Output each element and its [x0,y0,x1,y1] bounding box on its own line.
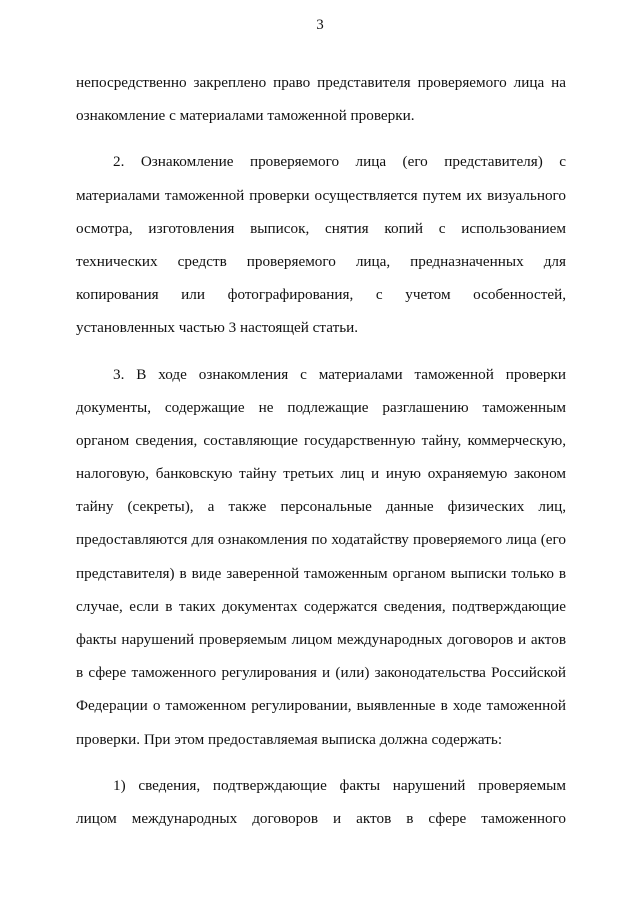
text-line: копирования или фотографирования, с учетом особенностей, [76,286,566,304]
list-item-1 [76,769,566,835]
text-line: органом сведения, составляющие государственную тайну, коммерческую, [76,431,566,449]
text-line: 3. В ходе ознакомления с материалами таможенной проверки [113,365,566,383]
text-line: осмотра, изготовления выписок, снятия копий с использованием [76,219,566,237]
text-line: документы, содержащие не подлежащие разглашению таможенным [76,398,566,416]
text-line: 1) сведения, подтверждающие факты нарушений проверяемым [113,776,566,794]
text-line: представителя) в виде заверенной таможенным органом выписки только в [76,564,566,582]
text-line: налоговую, банковскую тайну третьих лиц и иную охраняемую законом [76,465,566,483]
text-line: лицом международных договоров и актов в сфере таможенного [76,809,566,827]
text-line: установленных частью 3 настоящей статьи. [76,319,359,337]
paragraph-3 [76,358,566,756]
text-line: факты нарушений проверяемым лицом международных договоров и актов [76,631,566,648]
text-line: тайну (секреты), а также персональные данные физических лиц, [76,498,566,516]
document-body [76,66,566,835]
paragraph-continuation [76,66,566,132]
text-line: предоставляются для ознакомления по ходатайству проверяемого лица (его [76,531,566,549]
text-line: ознакомление с материалами таможенной проверки. [76,107,415,125]
text-line: проверки. При этом предоставляемая выписка должна содержать: [76,730,503,748]
page-number: 3 [316,17,324,33]
text-line: непосредственно закреплено право представителя проверяемого лица на [76,74,566,91]
text-line: технических средств проверяемого лица, предназначенных для [76,252,566,270]
text-line: материалами таможенной проверки осуществляется путем их визуального [76,186,566,204]
text-line: Федерации о таможенном регулировании, выявленные в ходе таможенной [76,697,566,715]
text-line: случае, если в таких документах содержатся сведения, подтверждающие [76,597,566,615]
text-line: в сфере таможенного регулирования и (или) законодательства Российской [76,664,566,682]
paragraph-2 [76,145,566,344]
text-line: 2. Ознакомление проверяемого лица (его представителя) с [113,153,566,171]
